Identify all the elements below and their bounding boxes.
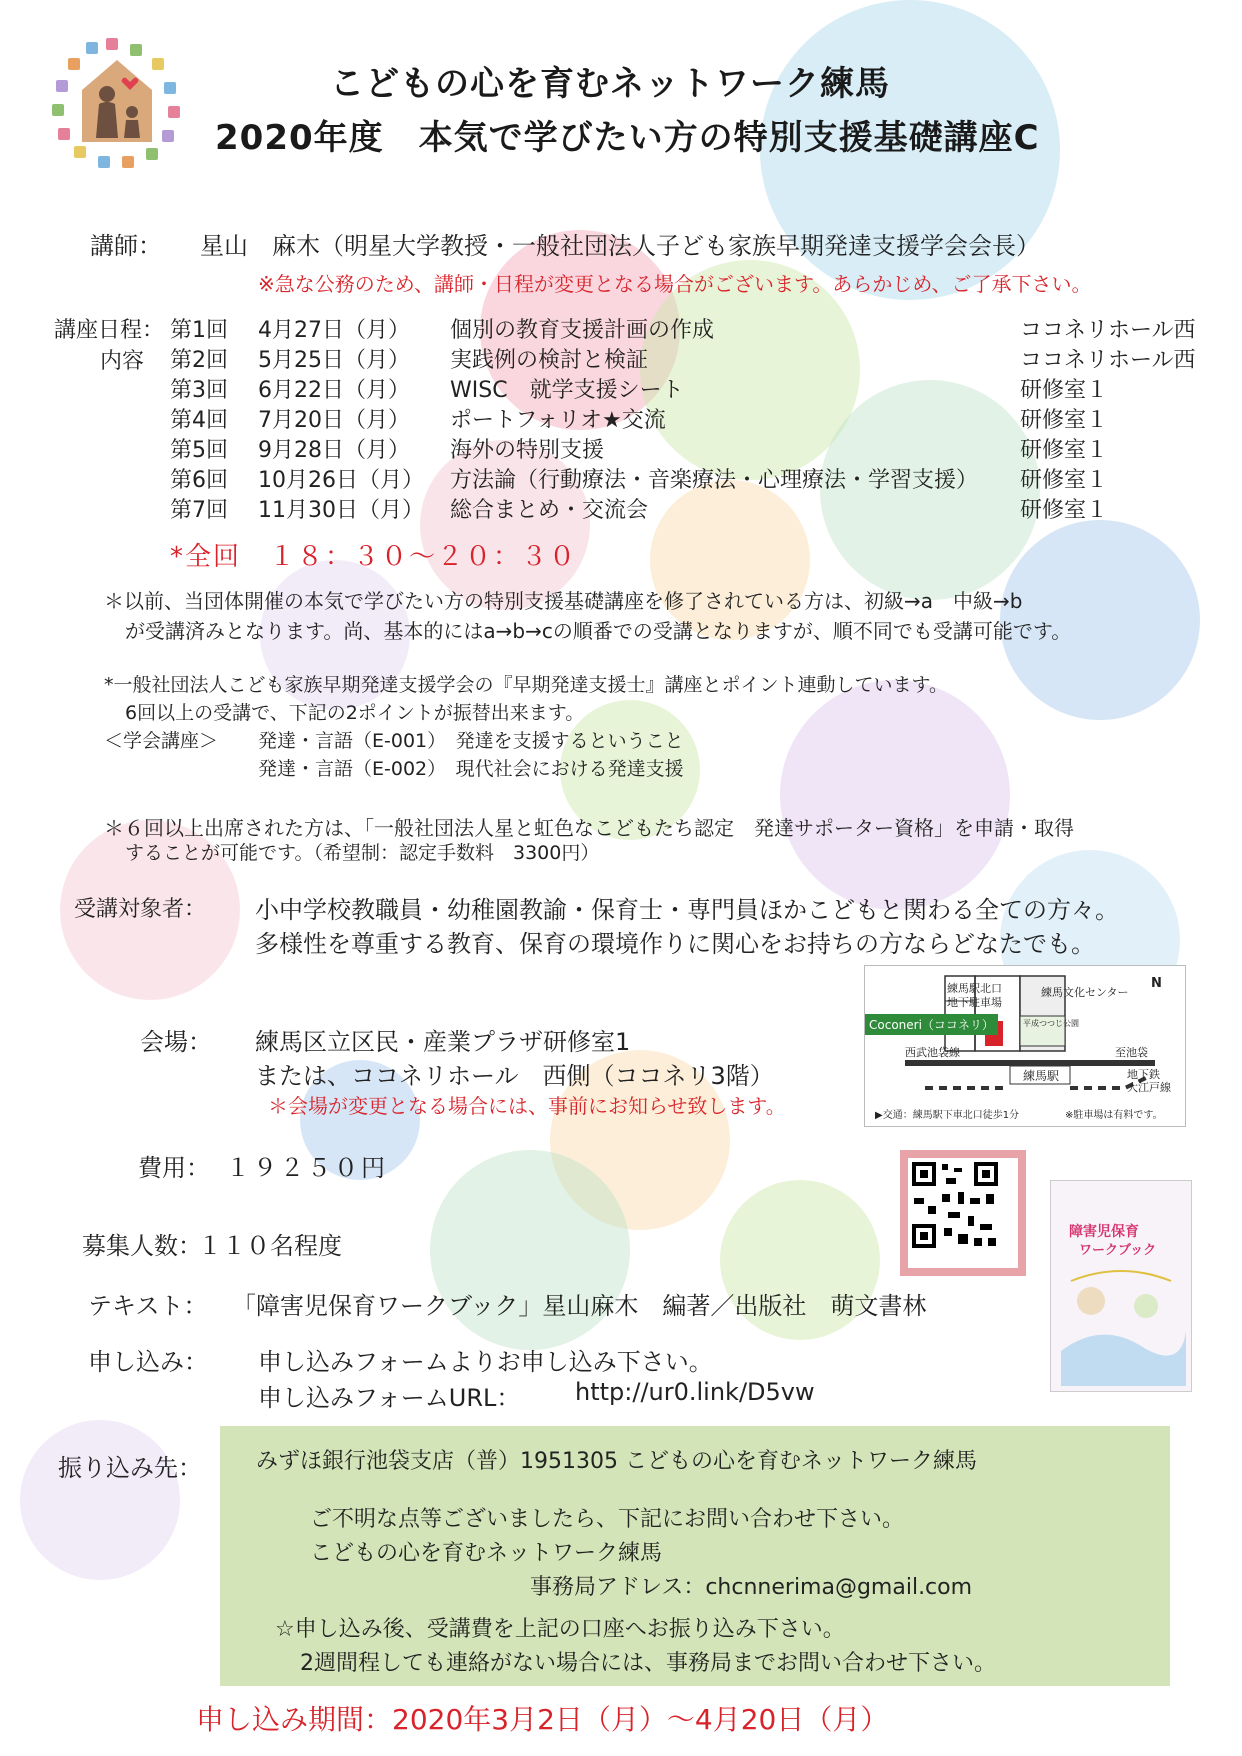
- textbook-cover: [1050, 1180, 1192, 1392]
- session-date: 4月27日（月）: [258, 318, 410, 343]
- session-date: 6月22日（月）: [258, 378, 410, 403]
- textbook-label: テキスト：: [88, 1292, 208, 1320]
- house-family-icon: [52, 38, 182, 168]
- session-date: 10月26日（月）: [258, 468, 424, 493]
- note-2c-label: ＜学会講座＞: [104, 730, 219, 752]
- session-place: ココネリホール西: [1020, 318, 1196, 343]
- lecturer-label: 講師：: [90, 232, 162, 260]
- target-label: 受講対象者：: [74, 897, 207, 922]
- fee-value: １９２５０円: [226, 1154, 388, 1182]
- venue-notice: ＊会場が変更となる場合には、事前にお知らせ致します。: [268, 1094, 786, 1118]
- note-2a: *一般社団法人こども家族早期発達支援学会の『早期発達支援士』講座とポイント連動しています。: [104, 674, 948, 696]
- book-title-1: 障害児保育: [1069, 1224, 1139, 1240]
- session-place: 研修室１: [1020, 408, 1109, 433]
- map-coconeri-label: Coconeri（ココネリ）: [865, 1014, 998, 1035]
- schedule-time: *全回 １８：３０～２０：３０: [170, 542, 578, 572]
- apply-url-link[interactable]: http://ur0.link/D5vw: [575, 1378, 815, 1406]
- note-2d: 発達・言語（E-002） 現代社会における発達支援: [258, 758, 684, 780]
- session-topic: 方法論（行動療法・音楽療法・心理療法・学習支援）: [450, 468, 979, 493]
- map-parking-note: ※駐車場は有料です。: [1065, 1110, 1163, 1121]
- apply-line-1: 申し込みフォームよりお申し込み下さい。: [258, 1348, 713, 1376]
- transfer-label: 振り込み先：: [58, 1454, 202, 1482]
- note-3a: ＊６回以上出席された方は、「一般社団法人星と虹色なこどもたち認定 発達サポーター資格」を申請・取得: [104, 816, 1074, 840]
- qr-code[interactable]: [900, 1150, 1026, 1276]
- transfer-account: みずほ銀行池袋支店（普）1951305 こどもの心を育むネットワーク練馬: [256, 1449, 977, 1474]
- application-period: 申し込み期間：2020年3月2日（月）～4月20日（月）: [196, 1703, 889, 1736]
- lecturer-name: 星山 麻木（明星大学教授・一般社団法人子ども家族早期発達支援学会会長）: [200, 232, 1040, 260]
- session-topic: 総合まとめ・交流会: [450, 498, 649, 523]
- schedule-row: [0, 433, 1242, 463]
- session-topic: 個別の教育支援計画の作成: [450, 318, 715, 343]
- map-access-label: ▶交通：練馬駅下車北口徒歩1分: [875, 1110, 1020, 1121]
- apply-line-2: 申し込みフォームURL：: [258, 1384, 521, 1412]
- book-title-2: ワークブック: [1079, 1243, 1157, 1258]
- contact-email: 事務局アドレス：chcnnerima@gmail.com: [530, 1575, 973, 1600]
- access-map: [864, 965, 1186, 1127]
- session-number: 第4回: [170, 408, 228, 433]
- target-line-1: 小中学校教職員・幼稚園教諭・保育士・専門員ほかこどもと関わる全ての方々。: [255, 896, 1119, 924]
- title-line-2: 2020年度 本気で学びたい方の特別支援基礎講座C: [215, 118, 1040, 158]
- contact-line-4: ☆申し込み後、受講費を上記の口座へお振り込み下さい。: [275, 1617, 845, 1642]
- venue-line-1: 練馬区立区民・産業プラザ研修室1: [255, 1028, 631, 1056]
- session-number: 第2回: [170, 348, 228, 373]
- session-place: 研修室１: [1020, 498, 1109, 523]
- contact-line-2: こどもの心を育むネットワーク練馬: [310, 1541, 663, 1566]
- fee-label: 費用：: [138, 1154, 210, 1182]
- session-number: 第5回: [170, 438, 228, 463]
- venue-label: 会場：: [140, 1028, 212, 1056]
- schedule-row: [0, 463, 1242, 493]
- schedule-row: [0, 403, 1242, 433]
- schedule-row: [0, 373, 1242, 403]
- session-place: 研修室１: [1020, 378, 1109, 403]
- session-topic: ポートフォリオ★交流: [450, 408, 666, 433]
- session-topic: WISC 就学支援シート: [450, 378, 684, 403]
- target-line-2: 多様性を尊重する教育、保育の環境作りに関心をお持ちの方ならどなたでも。: [255, 930, 1095, 958]
- session-number: 第6回: [170, 468, 228, 493]
- session-number: 第7回: [170, 498, 228, 523]
- note-1a: ＊以前、当団体開催の本気で学びたい方の特別支援基礎講座を修了されている方は、初級→a 中級→b: [104, 589, 1023, 613]
- apply-label: 申し込み：: [88, 1348, 208, 1376]
- session-date: 7月20日（月）: [258, 408, 410, 433]
- organization-logo: [52, 38, 182, 168]
- map-parking-label: 地下駐車場: [947, 996, 1002, 1009]
- contact-line-1: ご不明な点等ございましたら、下記にお問い合わせ下さい。: [310, 1507, 905, 1532]
- map-to-ikebukuro-label: 至池袋: [1115, 1046, 1148, 1059]
- capacity-value: １１０名程度: [198, 1232, 342, 1260]
- schedule-table: [0, 313, 1242, 533]
- map-park-label: 平成つつじ公園: [1023, 1019, 1079, 1028]
- contact-line-5: 2週間程しても連絡がない場合には、事務局までお問い合わせ下さい。: [300, 1651, 996, 1676]
- session-topic: 海外の特別支援: [450, 438, 605, 463]
- session-number: 第1回: [170, 318, 228, 343]
- title-line-1: こどもの心を育むネットワーク練馬: [330, 64, 890, 104]
- schedule-row: [0, 493, 1242, 523]
- session-number: 第3回: [170, 378, 228, 403]
- capacity-label: 募集人数：: [82, 1232, 202, 1260]
- session-topic: 実践例の検討と検証: [450, 348, 649, 373]
- north-arrow-icon: N: [1151, 976, 1162, 991]
- lecturer-notice: ※急な公務のため、講師・日程が変更となる場合がございます。あらかじめ、ご了承下さい。: [258, 272, 1092, 296]
- map-station-north-label: 練馬駅北口: [947, 982, 1002, 995]
- session-place: 研修室１: [1020, 438, 1109, 463]
- note-2b: 6回以上の受講で、下記の2ポイントが振替出来ます。: [125, 702, 585, 724]
- note-2c: 発達・言語（E-001） 発達を支援するということ: [258, 730, 684, 752]
- session-place: ココネリホール西: [1020, 348, 1196, 373]
- map-culture-center-label: 練馬文化センター: [1041, 986, 1129, 999]
- map-station-label: 練馬駅: [1023, 1069, 1060, 1083]
- textbook-value: 「障害児保育ワークブック」星山麻木 編著／出版社 萌文書林: [232, 1292, 927, 1320]
- map-subway-label-1: 地下鉄: [1127, 1068, 1160, 1081]
- venue-line-2: または、ココネリホール 西側（ココネリ3階）: [255, 1062, 774, 1090]
- session-date: 9月28日（月）: [258, 438, 410, 463]
- session-date: 5月25日（月）: [258, 348, 410, 373]
- map-seibu-label: 西武池袋線: [905, 1046, 960, 1059]
- content-label: 内容: [100, 349, 145, 374]
- schedule-label: 講座日程：: [54, 318, 165, 343]
- note-1b: が受講済みとなります。尚、基本的にはa→b→cの順番での受講となりますが、順不同でも受講可能です。: [125, 619, 1072, 643]
- map-subway-label-2: 大江戸線: [1127, 1081, 1171, 1094]
- session-date: 11月30日（月）: [258, 498, 424, 523]
- note-3b: することが可能です。（希望制：認定手数料 3300円）: [125, 842, 600, 864]
- schedule-row: [0, 343, 1242, 373]
- schedule-row: [0, 313, 1242, 343]
- session-place: 研修室１: [1020, 468, 1109, 493]
